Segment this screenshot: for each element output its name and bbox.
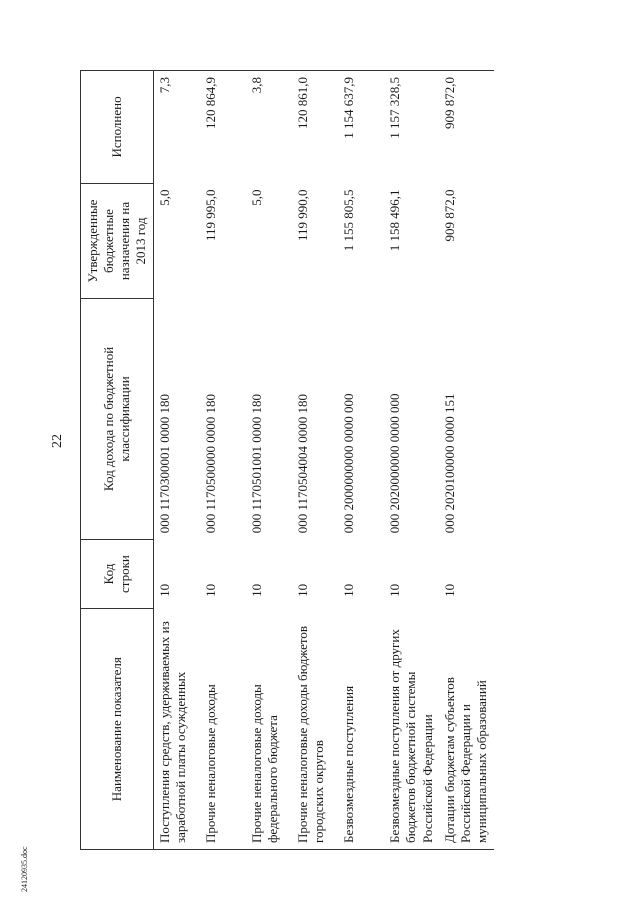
row-plan: 119 995,0: [203, 189, 218, 241]
table-row: [384, 71, 439, 850]
rotated-table-container: [80, 70, 590, 850]
row-line: 10: [203, 583, 218, 597]
row-name: Поступления средств, удерживаемых из заработной платы осужденных: [154, 609, 201, 850]
row-name: Безвозмездные поступления: [338, 609, 384, 850]
row-code: 000 1170504004 0000 180: [295, 394, 310, 534]
row-code: 000 2000000000 0000 000: [341, 393, 356, 534]
row-exec: 120 861,0: [292, 71, 338, 184]
income-table: [80, 70, 494, 850]
row-name: Прочие неналоговые доходы федерального бюджета: [246, 609, 292, 850]
table-row: [246, 71, 292, 850]
table-row: [292, 71, 338, 850]
table-header-row: [81, 71, 154, 850]
row-name: Безвозмездные поступления от других бюджетов бюджетной системы Российской Федерации: [384, 609, 439, 850]
row-plan: 909 872,0: [441, 189, 457, 242]
row-code: 000 1170300001 0000 180: [157, 394, 172, 534]
row-exec: 1 154 637,9: [338, 71, 384, 184]
row-plan: 1 155 805,5: [341, 189, 356, 252]
header-indicator-name: Наименование показателя: [81, 609, 154, 850]
row-exec: 909 872,0: [439, 71, 494, 184]
row-code: 000 1170500000 0000 180: [203, 394, 218, 534]
table-row: [154, 71, 201, 850]
row-exec: 3,8: [246, 71, 292, 184]
page-number: 22: [50, 434, 65, 448]
row-plan: 1 158 496,1: [387, 189, 402, 252]
table-row: [439, 71, 494, 850]
table-row: [338, 71, 384, 850]
row-code: 000 1170501001 0000 180: [249, 394, 264, 534]
row-plan: 5,0: [157, 189, 172, 206]
row-name: Прочие неналоговые доходы: [200, 609, 246, 850]
row-name: Дотации бюджетам субъектов Российской Федерации и муниципальных образований: [439, 609, 494, 850]
row-line: 10: [441, 583, 457, 597]
row-plan: 5,0: [249, 189, 264, 206]
footer-filename: 24120935.doc: [20, 846, 29, 892]
header-income-code: Код дохода по бюджетной классификации: [81, 299, 154, 540]
row-exec: 120 864,9: [200, 71, 246, 184]
row-exec: 7,3: [154, 71, 201, 184]
row-plan: 119 990,0: [295, 189, 310, 241]
row-line: 10: [387, 583, 402, 597]
row-code: 000 2020000000 0000 000: [387, 393, 402, 534]
row-line: 10: [295, 583, 310, 597]
table-row: [200, 71, 246, 850]
row-code: 000 2020100000 0000 151: [441, 393, 457, 534]
row-line: 10: [157, 583, 172, 597]
header-approved-budget: Утвержденные бюджетные назначения на 2013 год: [81, 183, 154, 298]
row-line: 10: [341, 583, 356, 597]
row-line: 10: [249, 583, 264, 597]
row-name: Прочие неналоговые доходы бюджетов городских округов: [292, 609, 338, 850]
header-executed: Исполнено: [81, 71, 154, 184]
header-line-code: Код строки: [81, 539, 154, 609]
row-exec: 1 157 328,5: [384, 71, 439, 184]
